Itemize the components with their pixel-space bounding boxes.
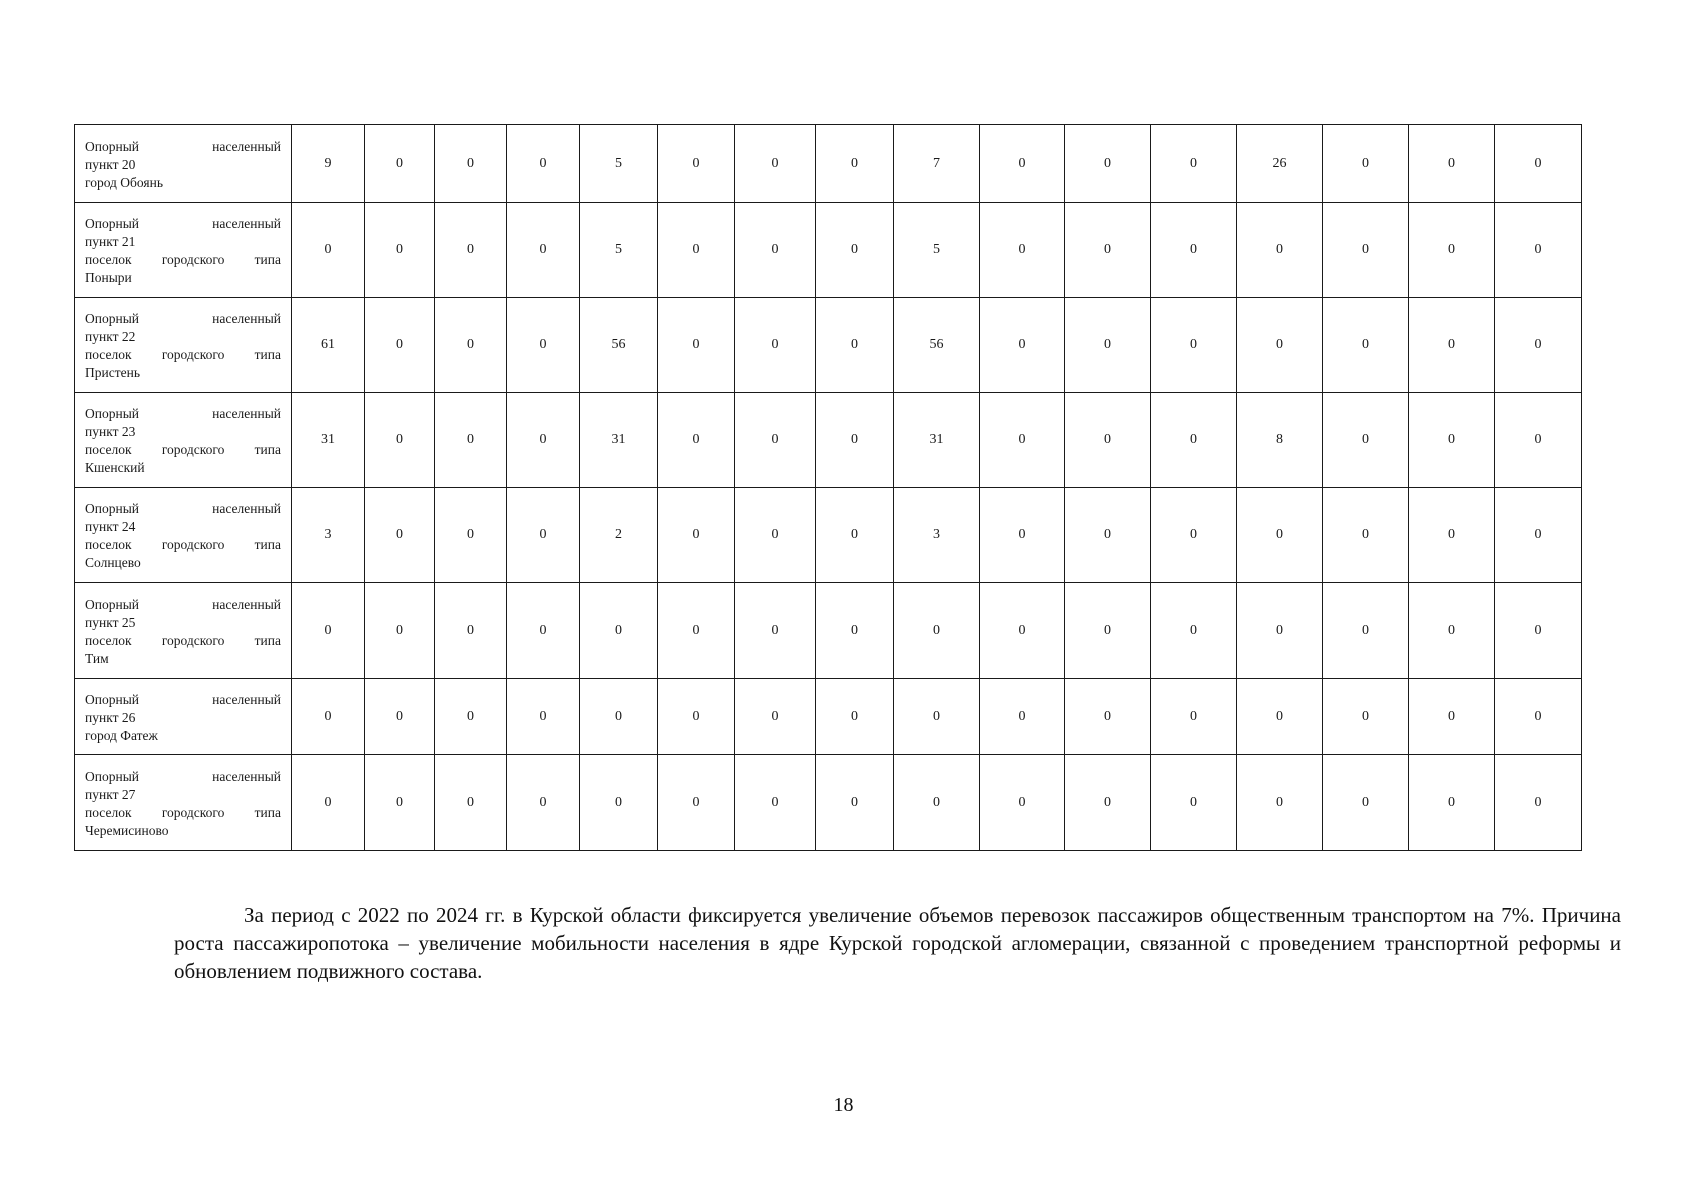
value-cell: 0	[980, 583, 1065, 679]
settlement-name-line: город Обоянь	[85, 174, 164, 190]
value-cell: 0	[1495, 125, 1582, 203]
value-cell: 0	[658, 583, 735, 679]
value-cell: 0	[658, 393, 735, 488]
table-row	[75, 125, 1582, 203]
settlement-name-cell	[75, 679, 292, 755]
value-cell: 9	[292, 125, 365, 203]
value-cell: 0	[658, 679, 735, 755]
value-cell: 0	[816, 583, 894, 679]
value-cell: 0	[292, 679, 365, 755]
value-cell: 0	[1409, 755, 1495, 851]
value-cell: 0	[1065, 125, 1151, 203]
value-cell: 7	[894, 125, 980, 203]
value-cell: 0	[365, 203, 435, 298]
settlement-name-line: пункт 23	[85, 424, 136, 439]
value-cell: 0	[1151, 298, 1237, 393]
settlement-name-line: поселок городского типа	[85, 537, 281, 552]
value-cell: 0	[816, 488, 894, 583]
value-cell: 0	[980, 298, 1065, 393]
value-cell: 5	[580, 203, 658, 298]
value-cell: 0	[1237, 679, 1323, 755]
value-cell: 0	[365, 125, 435, 203]
settlement-name-cell	[75, 755, 292, 851]
page-number: 18	[833, 1094, 854, 1116]
value-cell: 0	[816, 298, 894, 393]
value-cell: 0	[980, 203, 1065, 298]
value-cell: 0	[735, 298, 816, 393]
settlement-name-line: пункт 21	[85, 234, 136, 249]
settlement-name-cell	[75, 393, 292, 488]
value-cell: 0	[658, 203, 735, 298]
value-cell: 0	[1495, 298, 1582, 393]
table-row	[75, 203, 1582, 298]
value-cell: 0	[1237, 583, 1323, 679]
value-cell: 0	[1151, 755, 1237, 851]
value-cell: 0	[435, 125, 507, 203]
value-cell: 0	[1323, 488, 1409, 583]
value-cell: 0	[1237, 488, 1323, 583]
table-body	[75, 125, 1582, 851]
value-cell: 0	[1151, 203, 1237, 298]
value-cell: 2	[580, 488, 658, 583]
value-cell: 0	[507, 125, 580, 203]
value-cell: 0	[816, 125, 894, 203]
value-cell: 0	[365, 583, 435, 679]
value-cell: 0	[980, 488, 1065, 583]
table-row	[75, 755, 1582, 851]
settlement-name-line: город Фатеж	[85, 727, 158, 743]
passenger-data-table	[74, 124, 1582, 851]
settlement-name-cell	[75, 583, 292, 679]
value-cell: 0	[507, 488, 580, 583]
table-row	[75, 679, 1582, 755]
value-cell: 0	[1495, 679, 1582, 755]
value-cell: 0	[1409, 203, 1495, 298]
settlement-name-line: пункт 25	[85, 614, 136, 630]
value-cell: 0	[1495, 755, 1582, 851]
value-cell: 0	[735, 125, 816, 203]
settlement-name-line: пункт 20	[85, 156, 136, 172]
value-cell: 0	[1065, 488, 1151, 583]
value-cell: 0	[658, 298, 735, 393]
value-cell: 5	[580, 125, 658, 203]
value-cell: 0	[894, 755, 980, 851]
value-cell: 0	[1323, 755, 1409, 851]
value-cell: 0	[816, 203, 894, 298]
value-cell: 0	[816, 755, 894, 851]
value-cell: 0	[580, 583, 658, 679]
table-row	[75, 393, 1582, 488]
value-cell: 0	[1495, 488, 1582, 583]
value-cell: 0	[435, 203, 507, 298]
value-cell: 0	[435, 393, 507, 488]
value-cell: 0	[1323, 203, 1409, 298]
value-cell: 0	[507, 679, 580, 755]
settlement-name-line: поселок городского типа	[85, 632, 281, 648]
value-cell: 5	[894, 203, 980, 298]
value-cell: 61	[292, 298, 365, 393]
value-cell: 0	[365, 679, 435, 755]
value-cell: 0	[435, 488, 507, 583]
value-cell: 0	[735, 393, 816, 488]
value-cell: 0	[658, 488, 735, 583]
settlement-name-line: пункт 22	[85, 329, 136, 344]
body-paragraph: За период с 2022 по 2024 гг. в Курской области фиксируется увеличение объемов перевозок пассажиров общественным транспортом на 7%. Причина роста пассажиропотока – увеличение мобильности населения в ядре Курской городской агломерации, связанной с проведением транспортной реформы и обновлением подвижного состава.	[174, 903, 1621, 983]
settlement-name-cell	[75, 298, 292, 393]
value-cell: 0	[1065, 393, 1151, 488]
value-cell: 56	[580, 298, 658, 393]
value-cell: 0	[365, 298, 435, 393]
value-cell: 0	[365, 393, 435, 488]
settlement-name-line: пункт 24	[85, 519, 136, 534]
value-cell: 0	[1409, 583, 1495, 679]
value-cell: 0	[435, 583, 507, 679]
settlement-name-line: Кшенский	[85, 460, 145, 475]
settlement-name-line: пункт 27	[85, 786, 136, 802]
value-cell: 0	[1409, 393, 1495, 488]
value-cell: 0	[435, 755, 507, 851]
value-cell: 0	[292, 755, 365, 851]
value-cell: 3	[292, 488, 365, 583]
value-cell: 0	[735, 203, 816, 298]
settlement-name-line: Тим	[85, 650, 109, 666]
value-cell: 0	[816, 679, 894, 755]
settlement-name-line: Пристень	[85, 365, 140, 380]
value-cell: 0	[1323, 679, 1409, 755]
value-cell: 0	[1323, 298, 1409, 393]
value-cell: 31	[292, 393, 365, 488]
settlement-name-line: поселок городского типа	[85, 442, 281, 457]
settlement-name-line: Опорный населенный	[85, 691, 281, 707]
settlement-name-line: Солнцево	[85, 555, 141, 570]
settlement-name-line: Опорный населенный	[85, 501, 281, 516]
value-cell: 0	[1237, 298, 1323, 393]
settlement-name-line: Опорный населенный	[85, 406, 281, 421]
value-cell: 0	[1323, 583, 1409, 679]
settlement-name-line: Опорный населенный	[85, 311, 281, 326]
value-cell: 31	[894, 393, 980, 488]
value-cell: 0	[292, 203, 365, 298]
value-cell: 0	[1237, 755, 1323, 851]
value-cell: 0	[507, 393, 580, 488]
value-cell: 0	[292, 583, 365, 679]
value-cell: 0	[1065, 583, 1151, 679]
settlement-name-line: поселок городского типа	[85, 804, 281, 820]
value-cell: 0	[365, 488, 435, 583]
value-cell: 0	[1151, 679, 1237, 755]
value-cell: 26	[1237, 125, 1323, 203]
value-cell: 0	[1409, 488, 1495, 583]
value-cell: 0	[1409, 679, 1495, 755]
value-cell: 0	[580, 679, 658, 755]
value-cell: 0	[1323, 393, 1409, 488]
value-cell: 0	[435, 298, 507, 393]
value-cell: 0	[1065, 298, 1151, 393]
settlement-name-line: Поныри	[85, 270, 132, 285]
value-cell: 0	[1151, 393, 1237, 488]
value-cell: 0	[507, 203, 580, 298]
value-cell: 0	[507, 583, 580, 679]
value-cell: 0	[1151, 125, 1237, 203]
value-cell: 0	[816, 393, 894, 488]
value-cell: 0	[1495, 203, 1582, 298]
value-cell: 0	[435, 679, 507, 755]
table-row	[75, 488, 1582, 583]
value-cell: 0	[980, 125, 1065, 203]
value-cell: 0	[1065, 679, 1151, 755]
value-cell: 31	[580, 393, 658, 488]
value-cell: 0	[894, 583, 980, 679]
value-cell: 56	[894, 298, 980, 393]
settlement-name-cell	[75, 488, 292, 583]
settlement-name-cell	[75, 203, 292, 298]
value-cell: 0	[507, 755, 580, 851]
value-cell: 0	[1151, 583, 1237, 679]
value-cell: 0	[1065, 755, 1151, 851]
settlement-name-line: Опорный населенный	[85, 768, 281, 784]
value-cell: 0	[1065, 203, 1151, 298]
value-cell: 8	[1237, 393, 1323, 488]
value-cell: 0	[980, 393, 1065, 488]
value-cell: 0	[735, 755, 816, 851]
settlement-name-line: Опорный населенный	[85, 138, 281, 154]
settlement-name-cell	[75, 125, 292, 203]
value-cell: 0	[735, 488, 816, 583]
value-cell: 0	[580, 755, 658, 851]
value-cell: 0	[365, 755, 435, 851]
settlement-name-line: Опорный населенный	[85, 596, 281, 612]
settlement-name-line: поселок городского типа	[85, 347, 281, 362]
value-cell: 0	[658, 125, 735, 203]
value-cell: 0	[1409, 298, 1495, 393]
value-cell: 0	[1409, 125, 1495, 203]
value-cell: 0	[1495, 393, 1582, 488]
value-cell: 0	[980, 755, 1065, 851]
value-cell: 0	[735, 679, 816, 755]
settlement-name-line: поселок городского типа	[85, 252, 281, 267]
settlement-name-line: Черемисиново	[85, 822, 169, 838]
value-cell: 0	[1237, 203, 1323, 298]
value-cell: 0	[980, 679, 1065, 755]
value-cell: 0	[894, 679, 980, 755]
value-cell: 0	[1151, 488, 1237, 583]
value-cell: 0	[1495, 583, 1582, 679]
value-cell: 0	[507, 298, 580, 393]
value-cell: 3	[894, 488, 980, 583]
settlement-name-line: Опорный населенный	[85, 216, 281, 231]
value-cell: 0	[1323, 125, 1409, 203]
value-cell: 0	[735, 583, 816, 679]
table-row	[75, 298, 1582, 393]
settlement-name-line: пункт 26	[85, 709, 136, 725]
table-row	[75, 583, 1582, 679]
value-cell: 0	[658, 755, 735, 851]
